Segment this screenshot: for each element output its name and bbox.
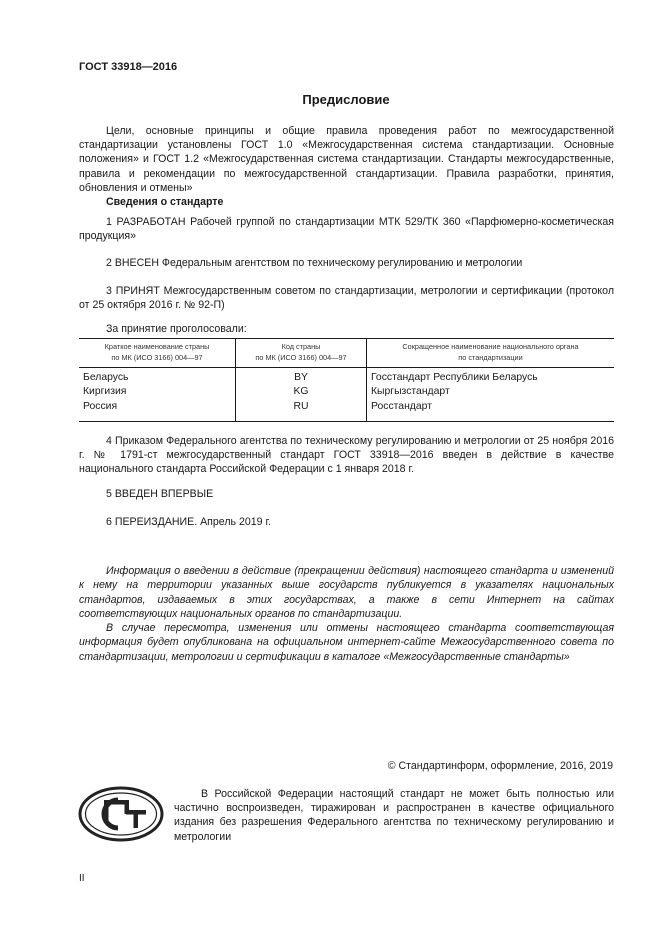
voted-label: За принятие проголосовали: [106,323,247,335]
table-row [79,368,614,386]
table-cell-code: RU [236,400,367,422]
table-row [79,385,614,399]
table-cell-body: Кыргызстандарт [371,386,450,398]
about-item-2-text: 2 ВНЕСЕН Федеральным агентством по техническому регулированию и метрологии [106,257,523,269]
page-title: Предисловие [302,92,390,107]
vote-table [79,338,614,422]
about-heading: Сведения о стандарте [106,196,224,208]
rf-notice-text: В Российской Федерации настоящий стандарт не может быть полностью или частично воспроизведен, тиражирован и распространен в качестве официального издания без разрешения Федерального агентства по техническому регулированию и метрологии [174,788,614,843]
table-row [79,400,614,422]
table-cell-country: Киргизия [79,385,236,399]
table-cell-country: Беларусь [79,368,236,386]
about-item-6: 6 ПЕРЕИЗДАНИЕ. Апрель 2019 г. [106,516,272,528]
info-block [79,564,614,664]
document-code: ГОСТ 33918—2016 [79,61,178,73]
about-item-1 [79,215,614,243]
table-cell-code: BY [236,368,367,386]
about-item-5: 5 ВВЕДЕН ВПЕРВЫЕ [106,488,214,500]
vote-table-header-code: Код страны по МК (ИСО 3166) 004—97 [236,339,367,368]
about-item-3 [79,284,614,312]
info-paragraph-1: Информация о введении в действие (прекращении действия) настоящего стандарта и изменений к нему на территории указанных выше государств публикуется в указателях национальных стандартов, издаваемых в этих государствах, а также в сети Интернет на сайтах соответствующих национальных органов по стандартизации. [79,565,614,620]
table-cell-code: KG [236,385,367,399]
copyright-line: © Стандартинформ, оформление, 2016, 2019 [387,760,613,772]
about-item-3-text: 3 ПРИНЯТ Межгосударственным советом по стандартизации, метрологии и сертификации (протокол от 25 октября 2016 г. № 92-П) [79,285,614,312]
table-cell-body: Госстандарт Республики Беларусь [371,372,538,383]
about-item-2 [79,256,614,270]
preface-intro [79,124,614,195]
info-paragraph-2: В случае пересмотра, изменения или отмены настоящего стандарта соответствующая информация будет опубликована на официальном интернет-сайте Межгосударственного совета по стандартизации, метрологии и сертификации в каталоге «Межгосударственные стандарты» [79,622,614,663]
about-item-1-text: 1 РАЗРАБОТАН Рабочей группой по стандартизации МТК 529/ТК 360 «Парфюмерно-косметическая продукция» [79,216,614,243]
table-cell-country: Россия [79,400,236,422]
preface-intro-text: Цели, основные принципы и общие правила проведения работ по межгосударственной стандартизации установлены ГОСТ 1.0 «Межгосударственная система стандартизации. Основные положения» и ГОСТ 1.2 «Межгосударственная система стандартизации. Стандарты межгосударственные, правила и рекомендации по межгосударственной стандартизации. Правила разработки, принятия, обновления и отмены» [79,125,614,194]
page-number: II [79,873,85,884]
vote-table-header-country: Краткое наименование страны по МК (ИСО 3166) 004—97 [79,339,236,368]
vote-table-header-row [79,339,614,368]
vote-table-header-body: Сокращенное наименование национального органа по стандартизации [367,339,615,368]
table-cell-body: Росстандарт [371,400,432,412]
about-item-4-text: 4 Приказом Федерального агентства по техническому регулированию и метрологии от 25 ноября 2016 г. № 1791-ст межгосударственный стандарт ГОСТ 33918—2016 введен в действие в качестве национального стандарта Российской Федерации с 1 января 2018 г. [79,435,614,476]
about-item-4 [79,434,614,477]
rf-reproduction-notice [174,787,614,844]
pct-certification-logo-icon [78,786,164,842]
